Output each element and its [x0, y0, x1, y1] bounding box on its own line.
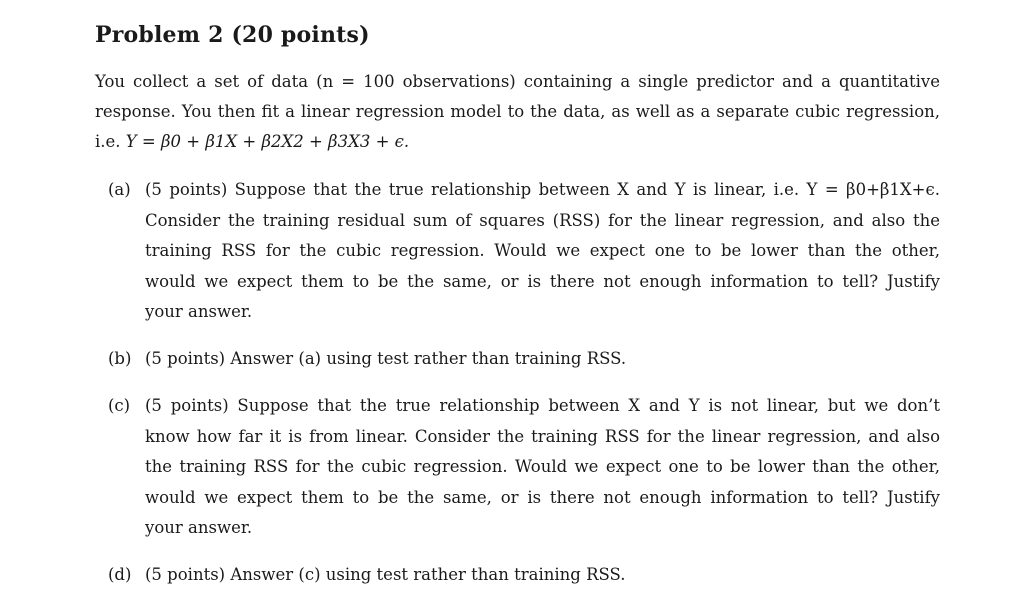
part-a-text [145, 175, 940, 328]
part-b-label: (b) [108, 349, 132, 368]
intro-line-3 [95, 127, 940, 157]
part-d-text [145, 560, 940, 591]
part-a-line: would we expect them to be the same, or is there not enough information to tell? Justify [145, 271, 940, 291]
part-b-line: (5 points) Answer (a) using test rather than training RSS. [145, 349, 627, 368]
part-a-label: (a) [108, 180, 131, 199]
part-c-line: (5 points) Suppose that the true relationship between X and Y is not linear, but we don’t [145, 396, 940, 415]
part-d-line: (5 points) Answer (c) using test rather than training RSS. [145, 565, 626, 584]
problem-intro [95, 67, 940, 157]
part-c-line: would we expect them to be the same, or is there not enough information to tell? Justify [145, 487, 940, 507]
part-a-line: Consider the training residual sum of squares (RSS) for the linear regression, and also the [145, 210, 940, 230]
cubic-model-formula: Y = β0 + β1X + β2X2 + β3X3 + ϵ. [125, 132, 410, 151]
part-c-text [145, 391, 940, 544]
part-a-line: your answer. [145, 302, 253, 321]
problem-title: Problem 2 (20 points) [95, 22, 370, 48]
part-a-line: training RSS for the cubic regression. Would we expect one to be lower than the other, [145, 241, 940, 260]
part-a-line: (5 points) Suppose that the true relationship between X and Y is linear, i.e. Y = β0+β1X+ϵ. [145, 180, 940, 199]
part-c-line: know how far it is from linear. Consider the training RSS for the linear regression, and also [145, 426, 940, 446]
intro-line-3-prefix: i.e. [95, 132, 121, 151]
part-c-line: your answer. [145, 518, 253, 537]
intro-line-1: You collect a set of data (n = 100 observations) containing a single predictor and a quantitative [95, 72, 940, 91]
intro-line-2: response. You then fit a linear regression model to the data, as well as a separate cubic regression, [95, 102, 940, 121]
part-c-label: (c) [108, 396, 131, 415]
part-b-text [145, 344, 940, 375]
part-d-label: (d) [108, 565, 132, 584]
part-c-line: the training RSS for the cubic regression. Would we expect one to be lower than the other, [145, 457, 940, 476]
